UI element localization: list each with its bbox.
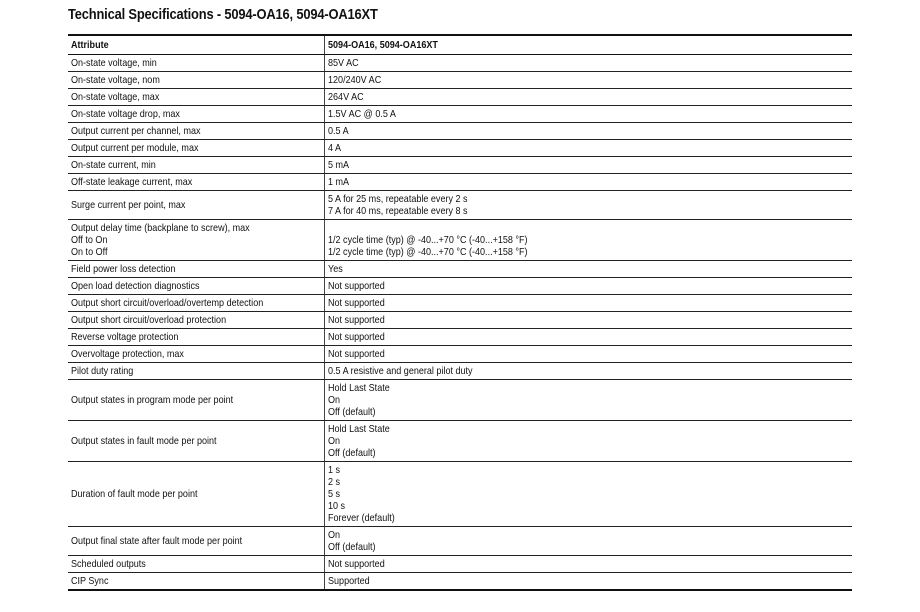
table-row [68, 295, 852, 312]
table-row [68, 421, 852, 462]
table-row [68, 278, 852, 295]
table-row [68, 380, 852, 421]
value-cell: 1.5V AC @ 0.5 A [325, 106, 853, 123]
value-cell: 1 s 2 s 5 s 10 s Forever (default) [325, 462, 853, 527]
attribute-cell: Output final state after fault mode per point [68, 527, 325, 556]
value-cell: Not supported [325, 329, 853, 346]
attribute-cell: Field power loss detection [68, 261, 325, 278]
table-row [68, 106, 852, 123]
attribute-cell: On-state current, min [68, 157, 325, 174]
value-cell: 5 A for 25 ms, repeatable every 2 s 7 A for 40 ms, repeatable every 8 s [325, 191, 853, 220]
header-attribute: Attribute [68, 35, 325, 55]
attribute-cell: Scheduled outputs [68, 556, 325, 573]
value-cell: Not supported [325, 312, 853, 329]
value-cell: 1/2 cycle time (typ) @ -40...+70 °C (-40...+158 °F) 1/2 cycle time (typ) @ -40...+70 °C (-40...+158 °F) [325, 220, 853, 261]
value-cell: 5 mA [325, 157, 853, 174]
table-row [68, 220, 852, 261]
value-cell: Yes [325, 261, 853, 278]
attribute-cell: Reverse voltage protection [68, 329, 325, 346]
value-cell: Not supported [325, 556, 853, 573]
value-cell: Hold Last State On Off (default) [325, 380, 853, 421]
header-model: 5094-OA16, 5094-OA16XT [325, 35, 853, 55]
table-row [68, 363, 852, 380]
attribute-cell: Duration of fault mode per point [68, 462, 325, 527]
table-row [68, 329, 852, 346]
attribute-cell: Off-state leakage current, max [68, 174, 325, 191]
value-cell: 0.5 A resistive and general pilot duty [325, 363, 853, 380]
value-cell: Hold Last State On Off (default) [325, 421, 853, 462]
value-cell: Not supported [325, 346, 853, 363]
value-cell: Not supported [325, 295, 853, 312]
value-cell: 1 mA [325, 174, 853, 191]
attribute-cell: Pilot duty rating [68, 363, 325, 380]
value-cell: 4 A [325, 140, 853, 157]
attribute-cell: Overvoltage protection, max [68, 346, 325, 363]
table-row [68, 312, 852, 329]
table-row [68, 89, 852, 106]
attribute-cell: Output current per module, max [68, 140, 325, 157]
attribute-cell: On-state voltage, nom [68, 72, 325, 89]
attribute-cell: Output current per channel, max [68, 123, 325, 140]
value-cell: Not supported [325, 278, 853, 295]
value-cell: On Off (default) [325, 527, 853, 556]
value-cell: Supported [325, 573, 853, 591]
table-row [68, 55, 852, 72]
table-row [68, 573, 852, 591]
value-cell: 85V AC [325, 55, 853, 72]
attribute-cell: Output short circuit/overload/overtemp detection [68, 295, 325, 312]
table-row [68, 556, 852, 573]
table-row [68, 462, 852, 527]
table-row [68, 527, 852, 556]
page-title: Technical Specifications - 5094-OA16, 5094-OA16XT [68, 6, 378, 23]
attribute-cell: CIP Sync [68, 573, 325, 591]
attribute-cell: Surge current per point, max [68, 191, 325, 220]
table-body [68, 55, 852, 591]
attribute-cell: Output states in program mode per point [68, 380, 325, 421]
attribute-cell: On-state voltage drop, max [68, 106, 325, 123]
table-row [68, 346, 852, 363]
table-row [68, 191, 852, 220]
attribute-cell: Output delay time (backplane to screw), max Off to On On to Off [68, 220, 325, 261]
table-row [68, 261, 852, 278]
attribute-cell: Output states in fault mode per point [68, 421, 325, 462]
table-row [68, 157, 852, 174]
attribute-cell: Open load detection diagnostics [68, 278, 325, 295]
table-row [68, 140, 852, 157]
attribute-cell: Output short circuit/overload protection [68, 312, 325, 329]
value-cell: 0.5 A [325, 123, 853, 140]
table-row [68, 123, 852, 140]
attribute-cell: On-state voltage, max [68, 89, 325, 106]
value-cell: 264V AC [325, 89, 853, 106]
table-row [68, 72, 852, 89]
table-row [68, 174, 852, 191]
table-header-row [68, 35, 852, 55]
value-cell: 120/240V AC [325, 72, 853, 89]
attribute-cell: On-state voltage, min [68, 55, 325, 72]
specifications-table [68, 34, 852, 591]
